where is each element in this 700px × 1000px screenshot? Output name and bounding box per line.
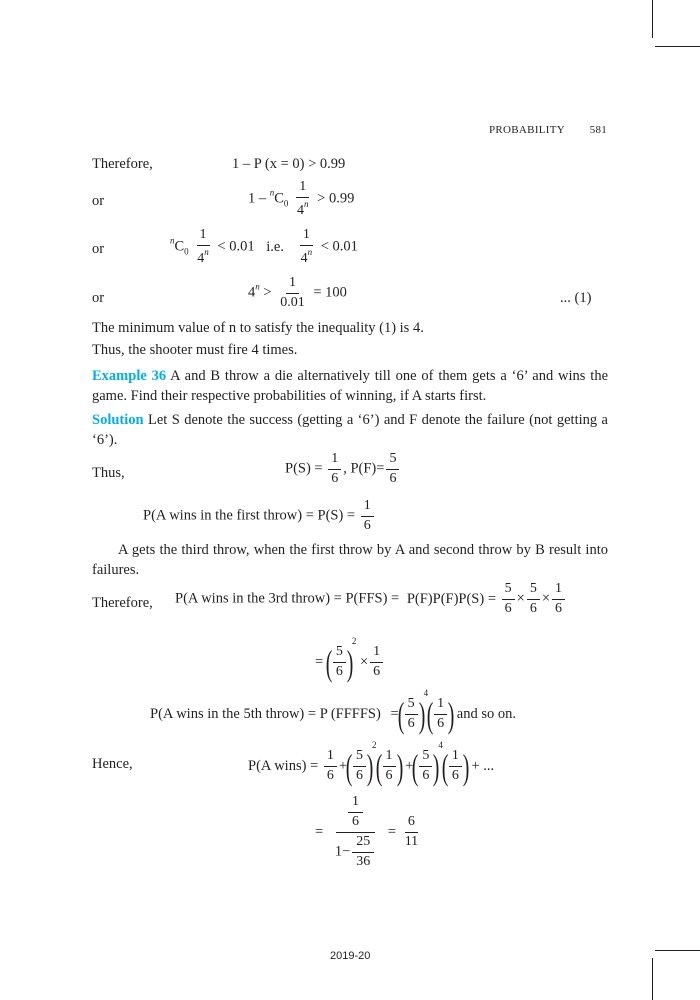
footer-year: 2019-20 (330, 950, 371, 962)
fraction-den: 6 (389, 470, 397, 486)
fraction-num: 5 (386, 452, 399, 470)
fraction (328, 452, 341, 486)
eq-sub: 0 (184, 246, 189, 257)
fraction (502, 582, 515, 616)
eq-sign: = (390, 706, 399, 723)
fraction-den (194, 246, 212, 267)
paren: ) (433, 746, 440, 787)
eq-text: > (263, 284, 272, 301)
fraction (352, 835, 374, 869)
fraction-den: 36 (356, 854, 371, 870)
eq-text: < 0.01 (320, 238, 358, 255)
fraction-num: 5 (405, 697, 418, 715)
fraction (383, 749, 396, 783)
paragraph-text: A gets the third throw, when the first throw by A and second throw by B result into failures. (92, 542, 608, 578)
fraction-den (298, 246, 316, 267)
fraction-den: 6 (407, 716, 415, 732)
fraction-num: 1 (296, 180, 309, 198)
fraction-den: 6 (373, 664, 381, 680)
fraction (552, 582, 565, 616)
fraction-den: 6 (352, 813, 360, 829)
crop-mark (652, 0, 653, 38)
fraction-den: 6 (385, 768, 393, 784)
equation (143, 499, 376, 533)
fraction-num: 1 (197, 228, 210, 246)
paragraph: Thus, the shooter must fire 4 times. (92, 342, 298, 358)
fraction-num: 1 (300, 228, 313, 246)
solution-label: Solution (92, 412, 144, 428)
eq-sup: n (269, 187, 275, 198)
plus-sign: + (338, 758, 348, 775)
paragraph: The minimum value of n to satisfy the inequality (1) is 4. (92, 320, 424, 336)
fraction (419, 749, 432, 783)
equation-tag: ... (1) (560, 290, 592, 306)
line-label: Therefore, (92, 156, 153, 172)
compound-fraction (331, 795, 380, 870)
paren: ) (366, 746, 374, 787)
fraction (405, 697, 418, 731)
line-label: or (92, 193, 105, 209)
eq-text: 1− (334, 844, 351, 861)
equation (315, 636, 385, 681)
compound-den (331, 833, 380, 869)
fraction (370, 645, 383, 679)
fraction-num: 25 (352, 835, 374, 853)
eq-sup: n (170, 235, 175, 246)
eq-text: 1 – (248, 190, 270, 207)
times-sign: × (541, 590, 551, 607)
equation (150, 688, 516, 733)
fraction-num: 5 (527, 582, 540, 600)
fraction (361, 499, 374, 533)
eq-text: 4 (297, 202, 305, 218)
fraction (386, 452, 399, 486)
eq-text: P(F)P(F)P(S) = (406, 590, 497, 607)
paragraph (92, 540, 608, 580)
equation (248, 276, 347, 310)
equation (285, 452, 401, 486)
exponent: 4 (423, 688, 429, 698)
fraction (324, 749, 337, 783)
fraction-den: 6 (504, 600, 512, 616)
fraction (294, 180, 312, 218)
fraction (527, 582, 540, 616)
fraction (353, 749, 366, 783)
fraction-den: 6 (335, 664, 343, 680)
fraction (298, 228, 316, 266)
paren: ) (462, 746, 470, 787)
example-label: Example 36 (92, 368, 167, 384)
paren: ( (375, 746, 382, 787)
line-label: Thus, (92, 465, 125, 481)
eq-text: P(S) = (285, 460, 323, 477)
equation (315, 795, 423, 870)
eq-sup: n (307, 246, 313, 257)
eq-text: i.e. (266, 238, 284, 255)
paren: ) (346, 642, 354, 683)
equation (175, 582, 567, 616)
fraction-den (294, 198, 312, 219)
eq-text: P(A wins in the first throw) = P(S) = (143, 507, 356, 524)
eq-text: 4 (197, 250, 205, 266)
fraction-num: 6 (405, 815, 418, 833)
fraction (194, 228, 212, 266)
fraction-den: 6 (331, 470, 339, 486)
paren: ) (447, 694, 455, 735)
compound-num (336, 795, 375, 833)
eq-text: = 100 (313, 284, 347, 301)
eq-text: , P(F)= (343, 460, 385, 477)
fraction-den: 6 (422, 768, 430, 784)
fraction (449, 749, 462, 783)
line-label: or (92, 241, 105, 257)
paren: ( (441, 746, 449, 787)
eq-sup: n (255, 281, 260, 292)
equation: 1 – P (x = 0) > 0.99 (232, 156, 346, 172)
fraction-num: 1 (449, 749, 462, 767)
fraction-den: 0.01 (280, 294, 305, 310)
eq-text: and so on. (456, 706, 516, 723)
equation (248, 180, 354, 218)
fraction-den: 6 (555, 600, 563, 616)
crop-mark (655, 950, 700, 951)
fraction-num: 5 (419, 749, 432, 767)
fraction-den: 11 (404, 833, 419, 849)
fraction-num: 1 (328, 452, 341, 470)
fraction-num: 1 (383, 749, 396, 767)
fraction-num: 1 (370, 645, 383, 663)
fraction-den: 6 (326, 768, 334, 784)
solution-text: Let S denote the success (getting a ‘6’) and F denote the failure (not getting a ‘6’). (92, 412, 608, 448)
example-text: A and B throw a die alternatively till one of them gets a ‘6’ and wins the game. Find their respective probabilities of winning, if A starts first. (92, 368, 609, 404)
fraction-num: 1 (348, 795, 363, 813)
fraction-num: 1 (434, 697, 447, 715)
exponent: 4 (438, 740, 443, 750)
fraction-den: 6 (356, 768, 364, 784)
eq-text: C (274, 190, 284, 207)
eq-text: P(A wins) = (248, 758, 319, 775)
line-label: Hence, (92, 756, 133, 772)
fraction (402, 815, 421, 849)
eq-text: C (174, 238, 185, 255)
exponent: 2 (351, 636, 357, 646)
plus-dots: + ... (471, 758, 495, 775)
paren: ( (345, 746, 353, 787)
crop-mark (652, 958, 653, 1000)
fraction-num: 5 (502, 582, 515, 600)
line-label: Therefore, (92, 595, 153, 611)
fraction-num: 1 (552, 582, 565, 600)
fraction (277, 276, 308, 310)
eq-sign: = (315, 823, 324, 840)
fraction-num: 5 (333, 645, 346, 663)
eq-sup: n (204, 246, 209, 257)
example-block (92, 366, 608, 406)
fraction-num: 1 (361, 499, 374, 517)
crop-mark (655, 46, 700, 47)
eq-text: > 0.99 (317, 190, 355, 207)
plus-sign: + (405, 758, 414, 775)
eq-text: P(A wins in the 3rd throw) = P(FFS) = (175, 590, 400, 607)
times-sign: × (516, 590, 525, 607)
fraction-num: 1 (286, 276, 299, 294)
eq-text: 4 (300, 250, 308, 266)
eq-text: < 0.01 (217, 238, 255, 255)
paren: ( (426, 694, 434, 735)
running-header (489, 124, 607, 136)
times-sign: × (359, 654, 369, 670)
paren: ( (397, 694, 404, 735)
fraction (333, 645, 346, 679)
header-title: PROBABILITY (489, 124, 565, 136)
fraction (348, 795, 363, 829)
eq-sup: n (304, 198, 309, 209)
paren: ( (325, 642, 333, 683)
equation (170, 228, 358, 266)
eq-text: 4 (248, 284, 256, 301)
eq-sub: 0 (283, 198, 289, 209)
eq-sign: = (315, 654, 324, 670)
fraction-den: 6 (529, 600, 537, 616)
paren: ) (418, 694, 425, 735)
paren: ) (396, 746, 403, 787)
line-label: or (92, 290, 105, 306)
equation (248, 740, 494, 785)
page-number: 581 (589, 124, 608, 136)
fraction-num: 1 (324, 749, 337, 767)
fraction (434, 697, 447, 731)
fraction-den: 6 (451, 768, 459, 784)
exponent: 2 (372, 740, 377, 750)
fraction-den: 6 (437, 716, 445, 732)
fraction-num: 5 (353, 749, 366, 767)
paren: ( (412, 746, 419, 787)
eq-sign: = (387, 823, 397, 840)
fraction-den: 6 (363, 517, 371, 533)
solution-block (92, 410, 608, 450)
eq-text: P(A wins in the 5th throw) = P (FFFFS) (150, 706, 381, 723)
